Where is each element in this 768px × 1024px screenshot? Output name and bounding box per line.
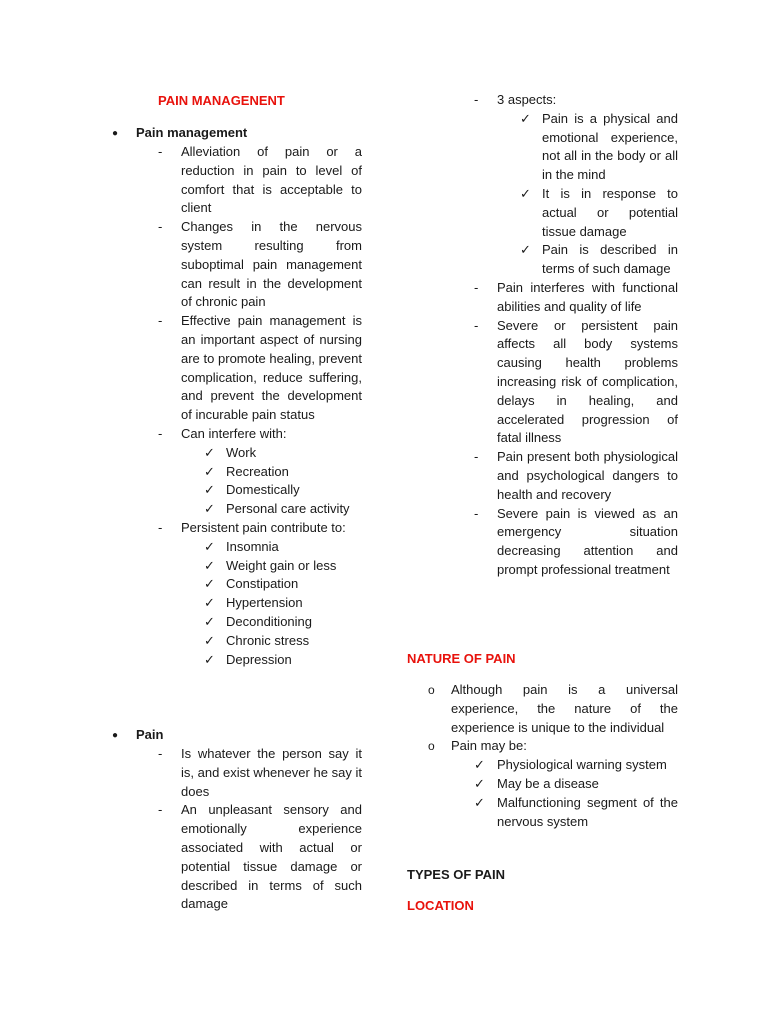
check-item-text: It is in response to actual or potential tissue damage (542, 185, 678, 239)
pain-management-title: PAIN MANAGENENT (158, 93, 285, 108)
dash-icon: - (474, 449, 479, 465)
check-item (474, 241, 678, 279)
check-item-text: Personal care activity (226, 501, 350, 517)
dash-icon: - (158, 219, 163, 235)
list-item (158, 143, 362, 218)
check-item-text: Insomnia (226, 538, 279, 554)
dash-icon: - (158, 746, 163, 761)
check-item (158, 481, 362, 500)
check-icon: ✓ (204, 538, 215, 554)
dash-icon: - (474, 279, 479, 295)
check-item (428, 794, 678, 832)
check-item-text: Chronic stress (226, 632, 310, 648)
list-item-text: Effective pain management is an important aspect of nursing are to promote healing, prevent complication, reduce suffering, and prevent the development of incurable pain status (181, 313, 362, 423)
list-item (158, 218, 362, 312)
pain-management-list (158, 143, 362, 669)
list-item-text: Persistent pain contribute to: (181, 519, 346, 535)
check-item-text: Depression (226, 651, 292, 667)
pain-section (112, 726, 362, 745)
check-icon: ✓ (474, 794, 485, 810)
list-item (158, 801, 362, 914)
list-item (158, 519, 362, 538)
circle-bullet-icon: o (428, 683, 435, 697)
list-item-text: Alleviation of pain or a reduction in pain to level of comfort that is acceptable to client (181, 144, 362, 216)
list-item (474, 279, 678, 317)
check-item (474, 110, 678, 185)
dash-icon: - (158, 425, 163, 441)
check-icon: ✓ (520, 110, 531, 126)
list-item (158, 312, 362, 425)
check-icon: ✓ (204, 501, 215, 517)
list-item (474, 91, 678, 110)
check-item-text: Work (226, 444, 257, 460)
check-item-text: Physiological warning system (497, 757, 667, 773)
check-item (158, 594, 362, 613)
check-item (158, 538, 362, 557)
check-item-text: Malfunctioning segment of the nervous system (497, 794, 678, 829)
list-item-text: Pain may be: (451, 738, 527, 754)
dash-icon: - (474, 92, 479, 107)
check-item (158, 500, 362, 519)
dash-icon: - (158, 144, 163, 159)
check-icon: ✓ (204, 463, 215, 479)
check-icon: ✓ (474, 757, 485, 773)
pain-list (158, 745, 362, 914)
check-item-text: Hypertension (226, 595, 303, 611)
list-item (474, 448, 678, 504)
list-item-text: Pain interferes with functional abilities and quality of life (497, 279, 678, 314)
pain-label: Pain (136, 727, 164, 742)
check-item (428, 756, 678, 775)
check-item-text: May be a disease (497, 775, 599, 791)
dash-icon: - (158, 802, 163, 818)
circle-bullet-icon: o (428, 739, 435, 754)
check-icon: ✓ (204, 613, 215, 629)
dash-icon: - (158, 519, 163, 535)
check-item (158, 463, 362, 482)
check-icon: ✓ (204, 444, 215, 460)
check-icon: ✓ (204, 651, 215, 667)
location-title: LOCATION (407, 898, 474, 913)
list-item-text: Can interfere with: (181, 425, 287, 441)
list-item (474, 505, 678, 580)
list-item (474, 317, 678, 449)
check-item-text: Pain is a physical and emotional experience, not all in the body or all in the mind (542, 110, 678, 183)
aspects-list (474, 91, 678, 580)
list-item (158, 425, 362, 444)
check-icon: ✓ (520, 242, 531, 258)
list-item (428, 681, 678, 737)
pain-management-label: Pain management (136, 125, 248, 140)
list-item (158, 745, 362, 801)
check-item (158, 444, 362, 463)
check-item-text: Pain is described in terms of such damage (542, 242, 678, 277)
dash-icon: - (158, 313, 163, 329)
check-item-text: Deconditioning (226, 613, 313, 629)
list-item-text: An unpleasant sensory and emotionally experience associated with actual or potential tissue damage or described in terms of such damage (181, 802, 362, 912)
check-item-text: Recreation (226, 463, 289, 479)
check-icon: ✓ (474, 775, 485, 791)
check-item (158, 632, 362, 651)
check-item (428, 775, 678, 794)
check-item-text: Constipation (226, 576, 299, 592)
can-interfere-checklist (158, 444, 362, 519)
pain-management-section (112, 124, 362, 143)
list-item-text: Changes in the nervous system resulting from suboptimal pain management can result in the development of chronic pain (181, 219, 362, 310)
check-item (474, 185, 678, 241)
check-item (158, 575, 362, 594)
check-icon: ✓ (204, 576, 215, 592)
types-of-pain-title: TYPES OF PAIN (407, 867, 505, 882)
check-item (158, 557, 362, 576)
check-icon: ✓ (204, 632, 215, 648)
list-item-text: Severe or persistent pain affects all body systems causing health problems increasing risk of complication, delays in healing, and accelerated progression of fatal illness (497, 317, 678, 446)
persistent-pain-checklist (158, 538, 362, 670)
check-item (158, 651, 362, 670)
check-icon: ✓ (520, 185, 531, 201)
check-icon: ✓ (204, 595, 215, 611)
check-icon: ✓ (204, 482, 215, 498)
list-item-text: Is whatever the person say it is, and exist whenever he say it does (181, 746, 362, 799)
check-item (158, 613, 362, 632)
dash-icon: - (474, 505, 479, 521)
check-icon: ✓ (204, 557, 215, 573)
nature-list (428, 681, 678, 831)
nature-of-pain-title: NATURE OF PAIN (407, 651, 516, 666)
list-item-text: Although pain is a universal experience, the nature of the experience is unique to the individual (451, 682, 678, 735)
list-item-text: 3 aspects: (497, 92, 557, 107)
check-item-text: Domestically (226, 482, 300, 498)
list-item (428, 737, 678, 756)
bullet-icon: ● (112, 128, 119, 139)
list-item-text: Severe pain is viewed as an emergency situation decreasing attention and prompt professional treatment (497, 505, 678, 577)
bullet-icon: ● (112, 730, 119, 741)
list-item-text: Pain present both physiological and psychological dangers to health and recovery (497, 449, 678, 502)
dash-icon: - (474, 317, 479, 333)
check-item-text: Weight gain or less (226, 557, 337, 573)
